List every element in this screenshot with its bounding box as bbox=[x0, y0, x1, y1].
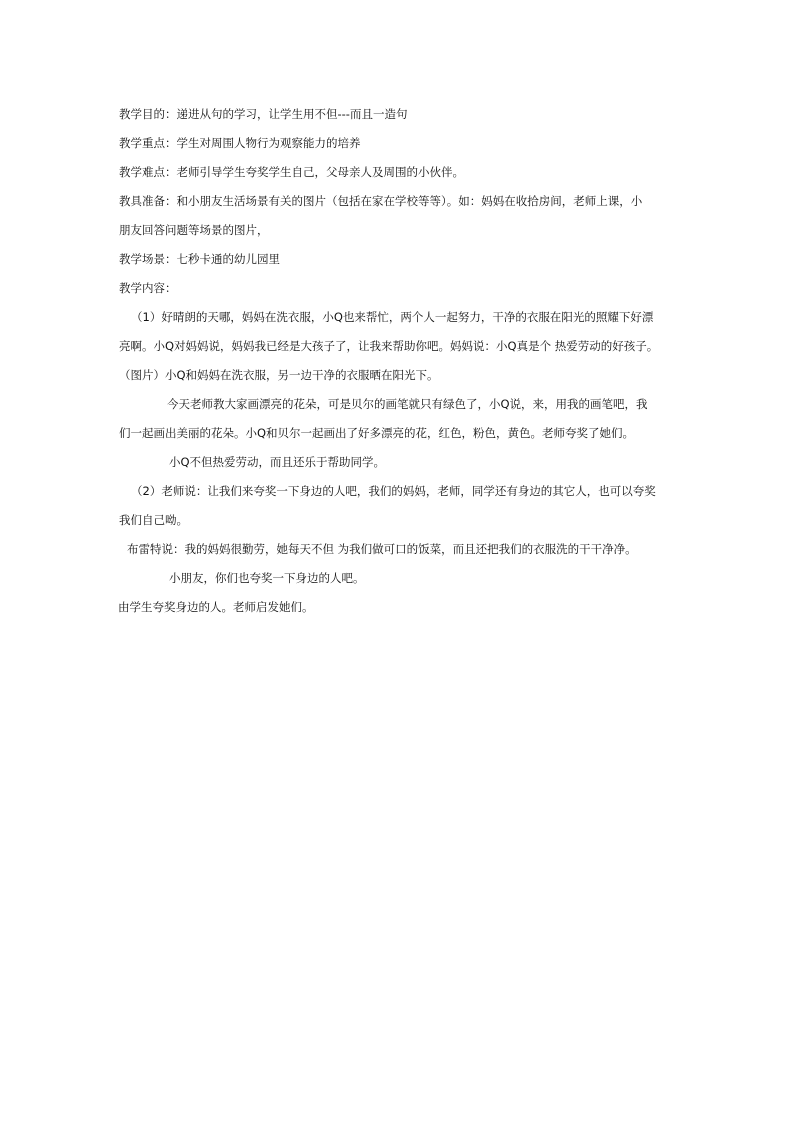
paragraph-1-line-3: （图片）小Q和妈妈在洗衣服，另一边干净的衣服晒在阳光下。 bbox=[119, 368, 439, 382]
teaching-scene: 教学场景：七秒卡通的幼儿园里 bbox=[119, 252, 280, 266]
paragraph-1-line-1: （1）好晴朗的天哪，妈妈在洗衣服，小Q也来帮忙，两个人一起努力，干净的衣服在阳光的照耀下好漂 bbox=[131, 310, 654, 324]
paragraph-2-line-2: 们一起画出美丽的花朵。小Q和贝尔一起画出了好多漂亮的花，红色，粉色，黄色。老师夸奖了她们。 bbox=[119, 426, 635, 440]
paragraph-6: 小朋友，你们也夸奖一下身边的人吧。 bbox=[169, 571, 365, 585]
paragraph-7: 由学生夸奖身边的人。老师启发她们。 bbox=[118, 600, 314, 614]
teaching-goal: 教学目的：递进从句的学习，让学生用不但---而且一造句 bbox=[119, 107, 408, 121]
document-body bbox=[119, 100, 679, 622]
teaching-materials-line-2: 朋友回答问题等场景的图片， bbox=[119, 223, 269, 237]
paragraph-2-line-1: 今天老师教大家画漂亮的花朵，可是贝尔的画笔就只有绿色了，小Q说，来，用我的画笔吧，我 bbox=[167, 397, 648, 411]
paragraph-3: 小Q不但热爱劳动，而且还乐于帮助同学。 bbox=[169, 455, 386, 469]
paragraph-4-line-1: （2）老师说：让我们来夸奖一下身边的人吧，我们的妈妈，老师，同学还有身边的其它人，也可以夸奖 bbox=[131, 484, 656, 498]
teaching-content-heading: 教学内容： bbox=[119, 281, 177, 295]
paragraph-5: 布雷特说：我的妈妈很勤劳，她每天不但 为我们做可口的饭菜，而且还把我们的衣服洗的干干净净。 bbox=[127, 542, 637, 556]
paragraph-1-line-2: 亮啊。小Q对妈妈说，妈妈我已经是大孩子了，让我来帮助你吧。妈妈说：小Q真是个 热爱劳动的好孩子。 bbox=[119, 339, 659, 353]
teaching-materials-line-1: 教具准备：和小朋友生活场景有关的图片（包括在家在学校等等）。如：妈妈在收拾房间，老师上课，小 bbox=[119, 194, 643, 208]
teaching-difficulty: 教学难点：老师引导学生夸奖学生自己，父母亲人及周围的小伙伴。 bbox=[119, 165, 464, 179]
teaching-focus: 教学重点：学生对周围人物行为观察能力的培养 bbox=[119, 136, 361, 150]
paragraph-4-line-2: 我们自己呦。 bbox=[119, 513, 188, 527]
